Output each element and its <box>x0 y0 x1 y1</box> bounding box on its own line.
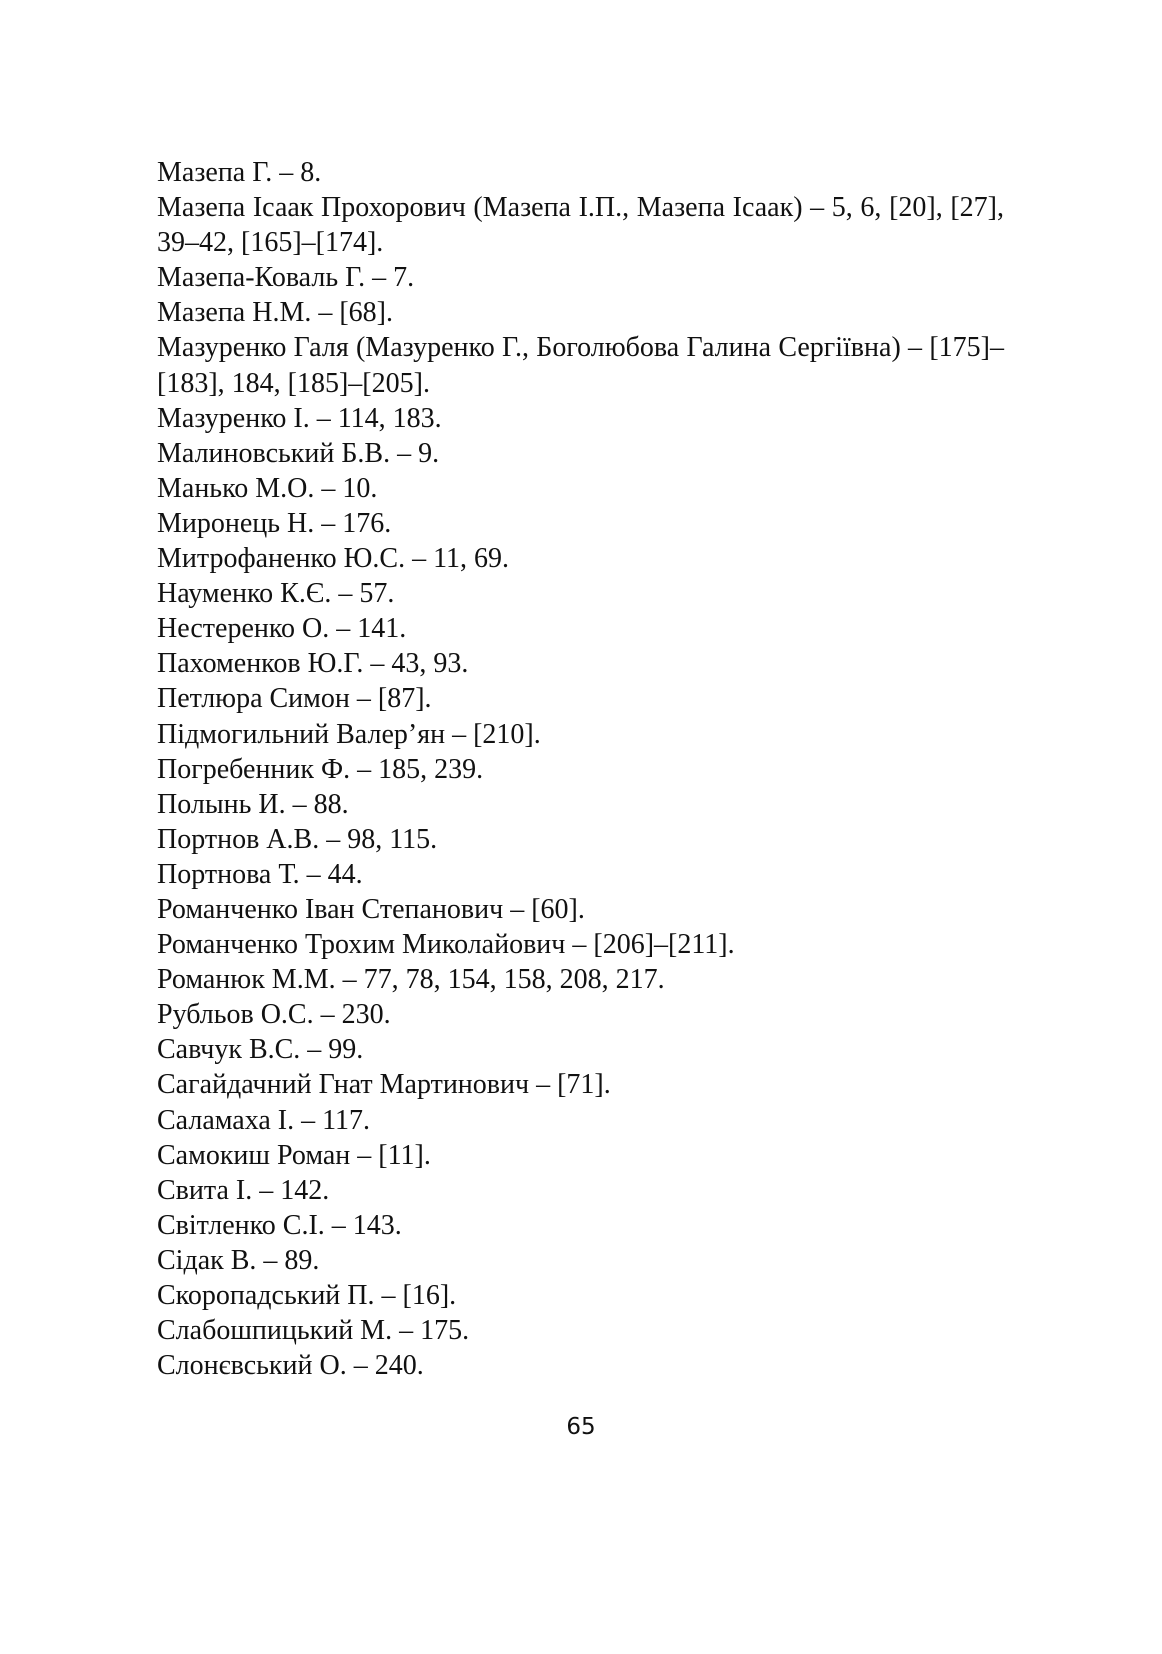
index-entry: Самокиш Роман – [11]. <box>157 1139 431 1171</box>
index-entry: Мазепа Н.М. – [68]. <box>157 297 393 329</box>
index-entry: Мазепа Ісаак Прохорович (Мазепа І.П., Мазепа Ісаак) – 5, 6, [20], [27], 39–42, [165]–[174]. <box>157 192 1004 259</box>
index-entry: Портнов А.В. – 98, 115. <box>157 823 438 855</box>
index-entry: Саламаха І. – 117. <box>157 1104 371 1136</box>
index-entry: Пахоменков Ю.Г. – 43, 93. <box>157 648 469 680</box>
index-entry: Романюк М.М. – 77, 78, 154, 158, 208, 217. <box>157 964 665 996</box>
index-entry: Митрофаненко Ю.С. – 11, 69. <box>157 543 510 575</box>
index-entry: Скоропадський П. – [16]. <box>157 1280 457 1311</box>
index-entry: Слонєвський О. – 240. <box>157 1350 424 1382</box>
index-entry: Мазуренко Галя (Мазуренко Г., Боголюбова Галина Сергіївна) – [175]–[183], 184, [185]–[205]. <box>157 332 1004 399</box>
index-entry: Нестеренко О. – 141. <box>157 613 407 645</box>
index-entry: Манько М.О. – 10. <box>157 472 378 504</box>
page-number: 65 <box>566 1414 596 1440</box>
index-entry: Сагайдачний Гнат Мартинович – [71]. <box>157 1069 611 1101</box>
index-entry: Мазуренко І. – 114, 183. <box>157 402 442 434</box>
index-entry: Савчук В.С. – 99. <box>157 1034 364 1066</box>
index-entry: Підмогильний Валер’ян – [210]. <box>157 718 541 750</box>
index-entry: Петлюра Симон – [87]. <box>157 683 432 715</box>
index-entry: Світленко С.І. – 143. <box>157 1209 402 1241</box>
index-entry: Науменко К.Є. – 57. <box>157 578 395 610</box>
index-entry: Свита І. – 142. <box>157 1174 330 1206</box>
index-entry: Рубльов О.С. – 230. <box>157 999 391 1031</box>
name-index-list <box>157 155 1004 1383</box>
index-entry: Романченко Іван Степанович – [60]. <box>157 893 585 925</box>
index-entry: Полынь И. – 88. <box>157 788 349 820</box>
index-entry: Сідак В. – 89. <box>157 1244 320 1276</box>
index-entry: Портнова Т. – 44. <box>157 858 363 890</box>
index-entry: Слабошпицький М. – 175. <box>157 1315 470 1347</box>
index-entry: Погребенник Ф. – 185, 239. <box>157 753 484 785</box>
index-entry: Малиновський Б.В. – 9. <box>157 437 440 469</box>
index-entry: Романченко Трохим Миколайович – [206]–[211]. <box>157 929 735 961</box>
index-entry: Мазепа-Коваль Г. – 7. <box>157 262 415 294</box>
index-entry: Мазепа Г. – 8. <box>157 157 322 188</box>
index-entry: Миронець Н. – 176. <box>157 507 392 539</box>
